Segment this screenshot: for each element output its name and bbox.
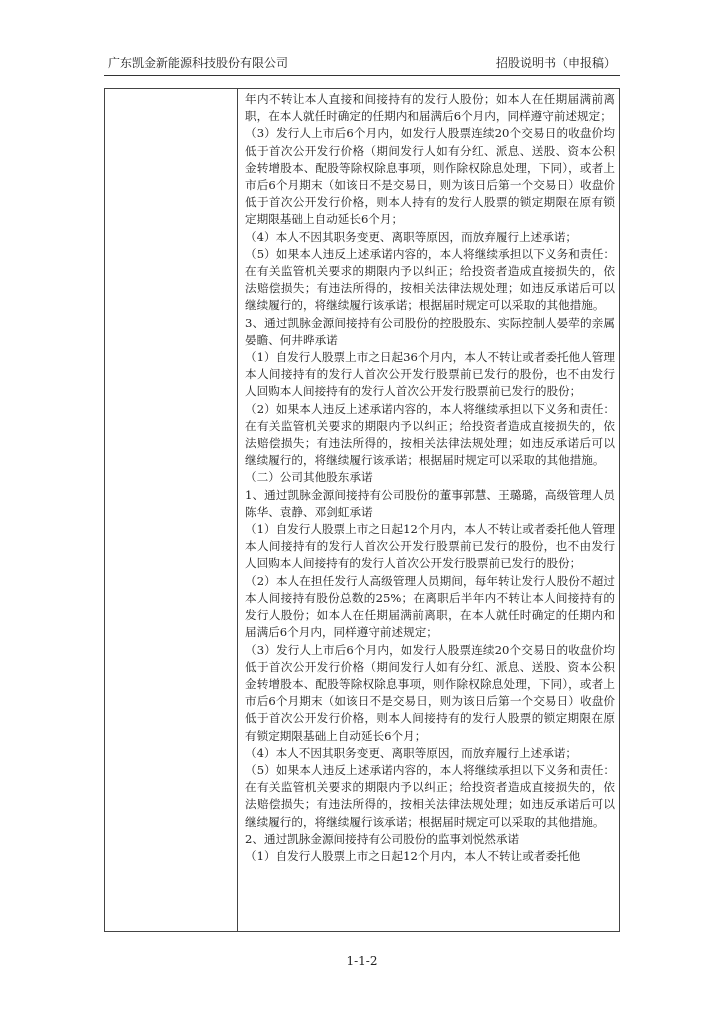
paragraph: （1）自发行人股票上市之日起36个月内，本人不转让或者委托他人管理本人间接持有的发行人首次公开发行股票前已发行的股份，也不由发行人回购本人间接持有的发行人首次公开发行股票前已发行的股份； (245, 350, 615, 399)
paragraph: 3、通过凯脉金源间接持有公司股份的控股股东、实际控制人晏荦的亲属晏瞻、何井晔承诺 (245, 315, 615, 347)
paragraph: （4）本人不因其职务变更、离职等原因，而放弃履行上述承诺； (245, 229, 578, 244)
paragraph: （3）发行人上市后6个月内，如发行人股票连续20个交易日的收盘价均低于首次公开发行价格（期间发行人如有分红、派息、送股、资本公积金转增股本、配股等除权除息事项，则作除权除息处理，下同），或者上市后6个月期末（如该日不是交易日，则为该日后第一个交易日）收盘价低于首次公开发行价格，则本人持有的发行人股票的锁定期限在原有锁定期限基础上自动延长6个月； (245, 126, 615, 227)
paragraph: （1）自发行人股票上市之日起12个月内，本人不转让或者委托他 (245, 848, 581, 863)
paragraph: （二）公司其他股东承诺 (245, 470, 373, 485)
paragraph: 1、通过凯脉金源间接持有公司股份的董事郭慧、王璐璐，高级管理人员陈华、袁静、邓剑虹承诺 (245, 487, 615, 519)
paragraph: （2）本人在担任发行人高级管理人员期间，每年转让发行人股份不超过本人间接持有股份总数的25%；在离职后半年内不转让本人间接持有的发行人股份；如本人在任期届满前离职，在本人就任时确定的任期内和届满后6个月内，同样遵守前述规定； (245, 573, 615, 640)
page-number: 1-1-2 (346, 954, 378, 968)
document-type: 招股说明书（申报稿） (495, 56, 616, 70)
commitment-table (104, 88, 620, 932)
paragraph: （1）自发行人股票上市之日起12个月内，本人不转让或者委托他人管理本人间接持有的发行人首次公开发行股票前已发行的股份，也不由发行人回购本人间接持有的发行人首次公开发行股票前已发行的股份； (245, 522, 615, 571)
paragraph: （3）发行人上市后6个月内，如发行人股票连续20个交易日的收盘价均低于首次公开发行价格（期间发行人如有分红、派息、送股、资本公积金转增股本、配股等除权除息事项，则作除权除息处理，下同），或者上市后6个月期末（如该日不是交易日，则为该日后第一个交易日）收盘价低于首次公开发行价格，则本人间接持有的发行人股票的锁定期限在原有锁定期限基础上自动延长6个月； (245, 642, 615, 743)
company-name: 广东凯金新能源科技股份有限公司 (108, 56, 289, 70)
header-rule (104, 75, 620, 76)
paragraph: （4）本人不因其职务变更、离职等原因，而放弃履行上述承诺； (245, 745, 578, 760)
paragraph: （5）如果本人违反上述承诺内容的，本人将继续承担以下义务和责任：在有关监管机关要求的期限内予以纠正；给投资者造成直接损失的，依法赔偿损失；有违法所得的，按相关法律法规处理；如违反承诺后可以继续履行的，将继续履行该承诺；根据届时规定可以采取的其他措施。 (245, 762, 615, 829)
paragraph: （5）如果本人违反上述承诺内容的，本人将继续承担以下义务和责任：在有关监管机关要求的期限内予以纠正；给投资者造成直接损失的，依法赔偿损失；有违法所得的，按相关法律法规处理；如违反承诺后可以继续履行的，将继续履行该承诺；根据届时规定可以采取的其他措施。 (245, 246, 615, 313)
commitment-text-cell (245, 91, 615, 865)
column-divider (237, 89, 238, 931)
paragraph: 年内不转让本人直接和间接持有的发行人股份；如本人在任期届满前离职，在本人就任时确定的任期内和届满后6个月内，同样遵守前述规定； (245, 92, 615, 124)
paragraph: 2、通过凯脉金源间接持有公司股份的监事刘悦然承诺 (245, 831, 520, 846)
paragraph: （2）如果本人违反上述承诺内容的，本人将继续承担以下义务和责任：在有关监管机关要求的期限内予以纠正；给投资者造成直接损失的，依法赔偿损失；有违法所得的，按相关法律法规处理；如违反承诺后可以继续履行的，将继续履行该承诺；根据届时规定可以采取的其他措施。 (245, 401, 615, 468)
page-header (108, 54, 616, 72)
